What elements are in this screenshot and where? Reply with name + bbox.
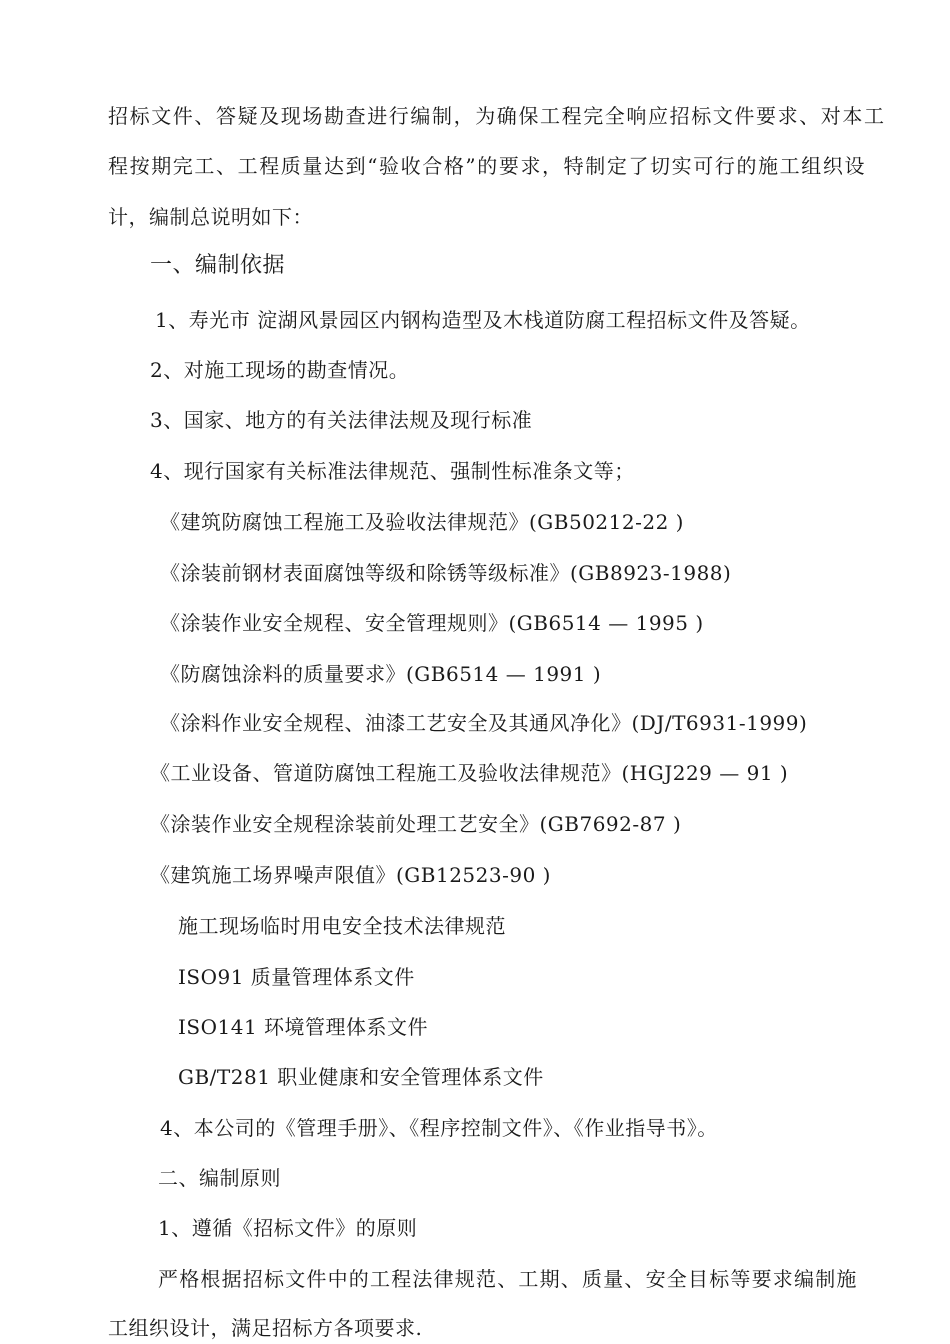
- other-document-item: ISO91 质量管理体系文件: [178, 965, 415, 989]
- standard-item: 《防腐蚀涂料的质量要求》(GB6514 — 1991 ): [160, 662, 602, 686]
- section-heading-basis: 一、编制依据: [150, 253, 286, 278]
- standard-item: 《建筑施工场界噪声限值》(GB12523-90 ): [150, 863, 551, 887]
- basis-item-1: 1、寿光市 淀湖风景园区内钢构造型及木栈道防腐工程招标文件及答疑。: [155, 308, 811, 332]
- principle-paragraph-line-1: 严格根据招标文件中的工程法律规范、工期、质量、安全目标等要求编制施: [158, 1267, 858, 1291]
- standard-item: 《涂装作业安全规程涂装前处理工艺安全》(GB7692-87 ): [150, 812, 682, 836]
- standard-item: 《建筑防腐蚀工程施工及验收法律规范》(GB50212-22 ): [160, 510, 684, 534]
- other-document-item: GB/T281 职业健康和安全管理体系文件: [178, 1065, 544, 1089]
- intro-line-3: 计，编制总说明如下：: [108, 205, 313, 229]
- standard-item: 《工业设备、管道防腐蚀工程施工及验收法律规范》(HGJ229 — 91 ): [150, 761, 789, 785]
- other-document-item: ISO141 环境管理体系文件: [178, 1015, 429, 1039]
- standard-item: 《涂装作业安全规程、安全管理规则》(GB6514 — 1995 ): [160, 611, 704, 635]
- basis-item-3: 3、国家、地方的有关法律法规及现行标准: [150, 408, 533, 432]
- section-heading-principles: 二、编制原则: [158, 1166, 281, 1190]
- principle-paragraph-line-2: 工组织设计，满足招标方各项要求.: [108, 1316, 423, 1340]
- intro-line-2: 程按期完工、工程质量达到“验收合格”的要求，特制定了切实可行的施工组织设: [108, 154, 867, 178]
- principle-item-1: 1、遵循《招标文件》的原则: [158, 1216, 418, 1240]
- other-document-item: 施工现场临时用电安全技术法律规范: [178, 914, 506, 938]
- standard-item: 《涂料作业安全规程、油漆工艺安全及其通风净化》(DJ/T6931-1999): [160, 711, 808, 735]
- intro-line-1: 招标文件、答疑及现场勘查进行编制，为确保工程完全响应招标文件要求、对本工: [108, 104, 886, 128]
- basis-item-4: 4、现行国家有关标准法律规范、强制性标准条文等；: [150, 459, 635, 483]
- basis-item-2: 2、对施工现场的勘查情况。: [150, 358, 410, 382]
- basis-item-company: 4、本公司的《管理手册》、《程序控制文件》、《作业指导书》。: [160, 1116, 718, 1140]
- standard-item: 《涂装前钢材表面腐蚀等级和除锈等级标准》(GB8923-1988): [160, 561, 732, 585]
